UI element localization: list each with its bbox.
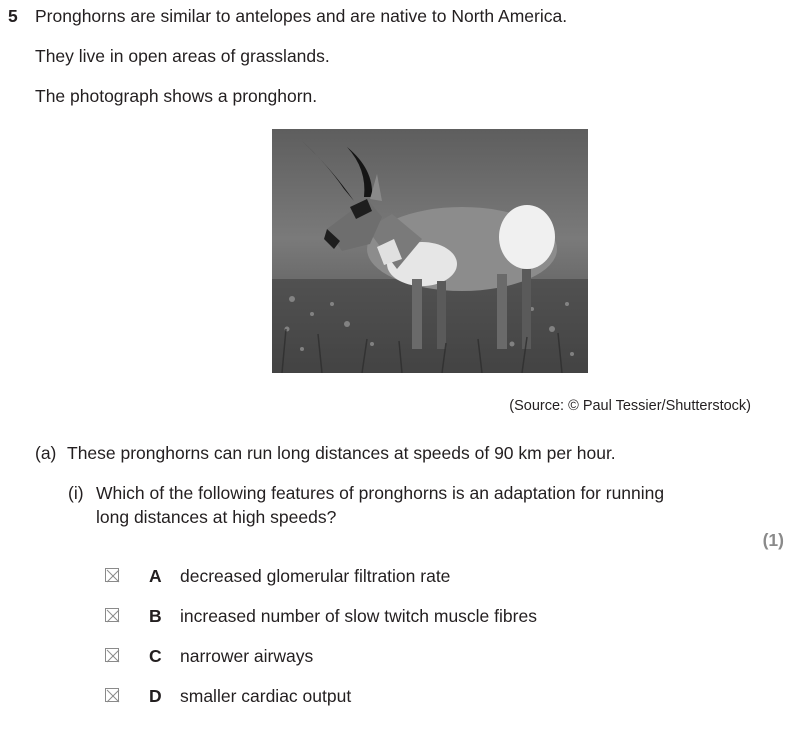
option-a-checkbox[interactable] [105,568,119,582]
option-c-text: narrower airways [180,646,314,666]
intro-line-1: Pronghorns are similar to antelopes and are native to North America. [35,6,568,26]
option-b-checkbox[interactable] [105,608,119,622]
part-i-question-line-2: long distances at high speeds? [96,507,337,527]
photo-source-credit: (Source: © Paul Tessier/Shutterstock) [509,398,751,414]
intro-line-2: They live in open areas of grasslands. [35,46,330,66]
part-a-label: (a) [35,443,57,463]
intro-line-3: The photograph shows a pronghorn. [35,86,318,106]
option-d-checkbox[interactable] [105,688,119,702]
option-d-letter: D [149,686,162,706]
option-d-text: smaller cardiac output [180,686,352,706]
part-a-text: These pronghorns can run long distances at speeds of 90 km per hour. [67,443,616,463]
option-a-letter: A [149,566,162,586]
question-number: 5 [8,6,18,26]
pronghorn-photo [272,129,588,373]
part-i-label: (i) [68,483,84,503]
option-b-letter: B [149,606,162,626]
option-c-checkbox[interactable] [105,648,119,662]
checkbox-cross-icon [106,649,120,663]
checkbox-cross-icon [106,689,120,703]
part-i-question-line-1: Which of the following features of pronghorns is an adaptation for running [96,483,665,503]
option-c-letter: C [149,646,162,666]
option-a-text: decreased glomerular filtration rate [180,566,451,586]
checkbox-cross-icon [106,569,120,583]
checkbox-cross-icon [106,609,120,623]
option-b-text: increased number of slow twitch muscle fibres [180,606,537,626]
marks-indicator: (1) [762,530,784,550]
